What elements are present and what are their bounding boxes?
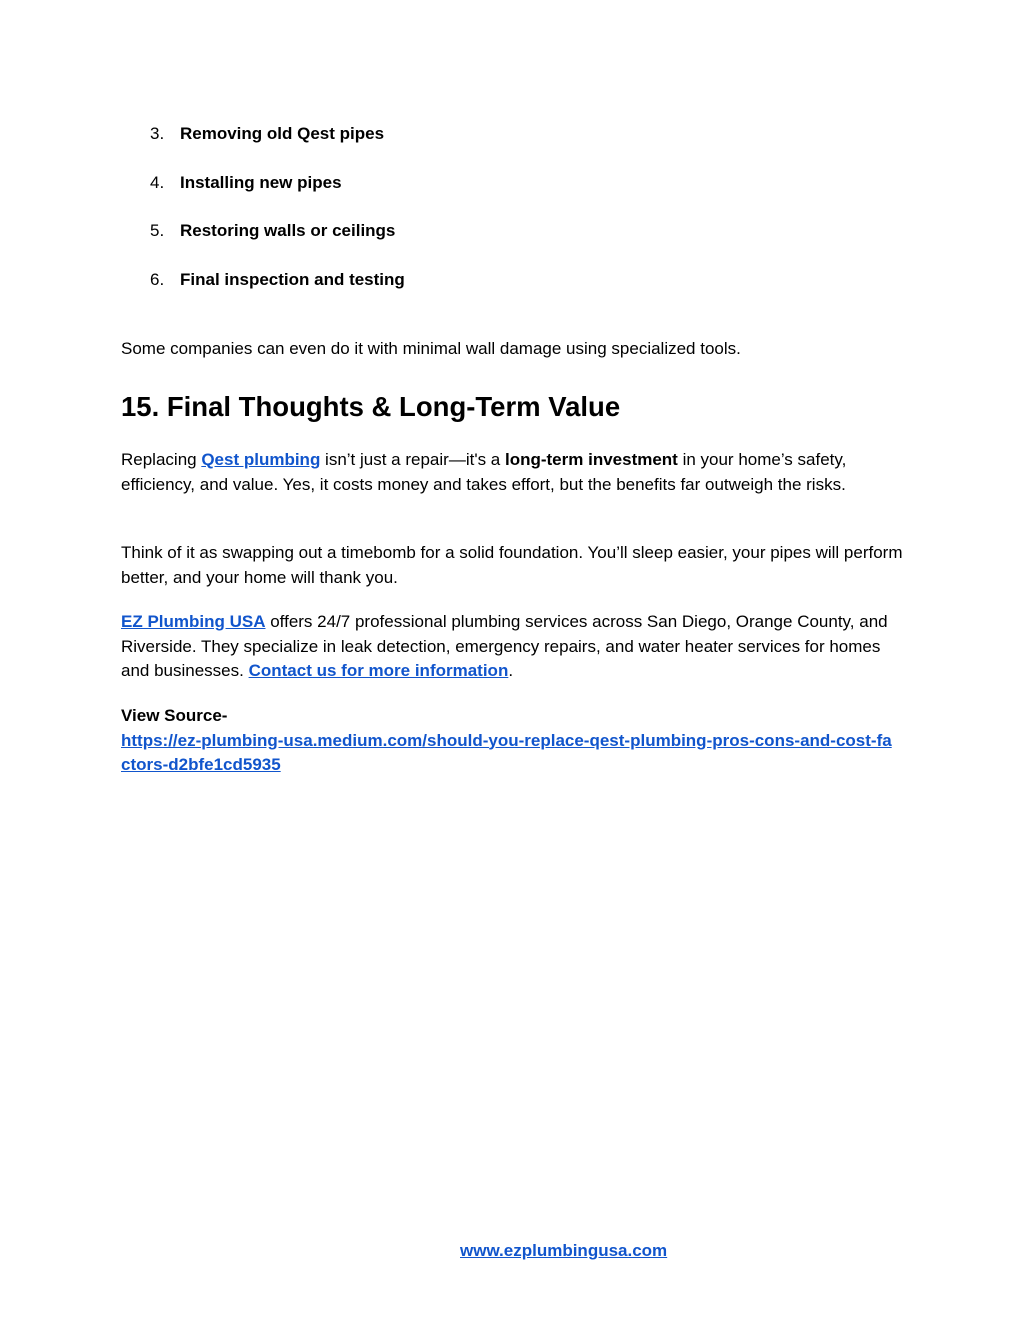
list-label: Installing new pipes xyxy=(180,173,342,192)
list-number: 6. xyxy=(150,270,165,289)
section-heading: 15. Final Thoughts & Long-Term Value xyxy=(121,391,621,422)
list-item xyxy=(150,269,405,291)
p1-middle: isn’t just a repair—it's a xyxy=(320,450,505,469)
contact-link[interactable]: Contact us for more information xyxy=(248,661,509,680)
list-item xyxy=(150,220,395,242)
p1-after: in your home’s safety, efficiency, and value. Yes, it costs money and takes effort, but the benefits far outweigh the risks. xyxy=(121,450,847,494)
p3-text: offers 24/7 professional plumbing services across San Diego, Orange County, and Riverside. They specialize in leak detection, emergency repairs, and water heater services for homes and businesses. xyxy=(121,612,888,680)
qest-plumbing-link[interactable]: Qest plumbing xyxy=(201,450,321,469)
source-block xyxy=(121,704,901,778)
source-label: View Source- xyxy=(121,706,228,725)
list-number: 4. xyxy=(150,173,165,192)
list-number: 5. xyxy=(150,221,165,240)
list-label: Final inspection and testing xyxy=(180,270,405,289)
source-url-link[interactable]: https://ez-plumbing-usa.medium.com/should-you-replace-qest-plumbing-pros-cons-and-cost-factors-d2bfe1cd5935 xyxy=(121,730,892,774)
list-number: 3. xyxy=(150,124,165,143)
list-item xyxy=(150,123,384,145)
p3-end: . xyxy=(508,661,514,680)
list-label: Removing old Qest pipes xyxy=(180,124,385,143)
wall-damage-note: Some companies can even do it with minimal wall damage using specialized tools. xyxy=(121,339,741,358)
intro-paragraph xyxy=(121,448,911,497)
list-label: Restoring walls or ceilings xyxy=(180,221,396,240)
timebomb-paragraph: Think of it as swapping out a timebomb for a solid foundation. You’ll sleep easier, your pipes will perform better, and your home will thank you. xyxy=(121,543,903,587)
list-item xyxy=(150,172,342,194)
ez-plumbing-link[interactable]: EZ Plumbing USA xyxy=(121,612,266,631)
company-paragraph xyxy=(121,610,911,684)
p1-before: Replacing xyxy=(121,450,202,469)
footer-website-link[interactable]: www.ezplumbingusa.com xyxy=(460,1241,668,1260)
p1-bold: long-term investment xyxy=(504,450,678,469)
